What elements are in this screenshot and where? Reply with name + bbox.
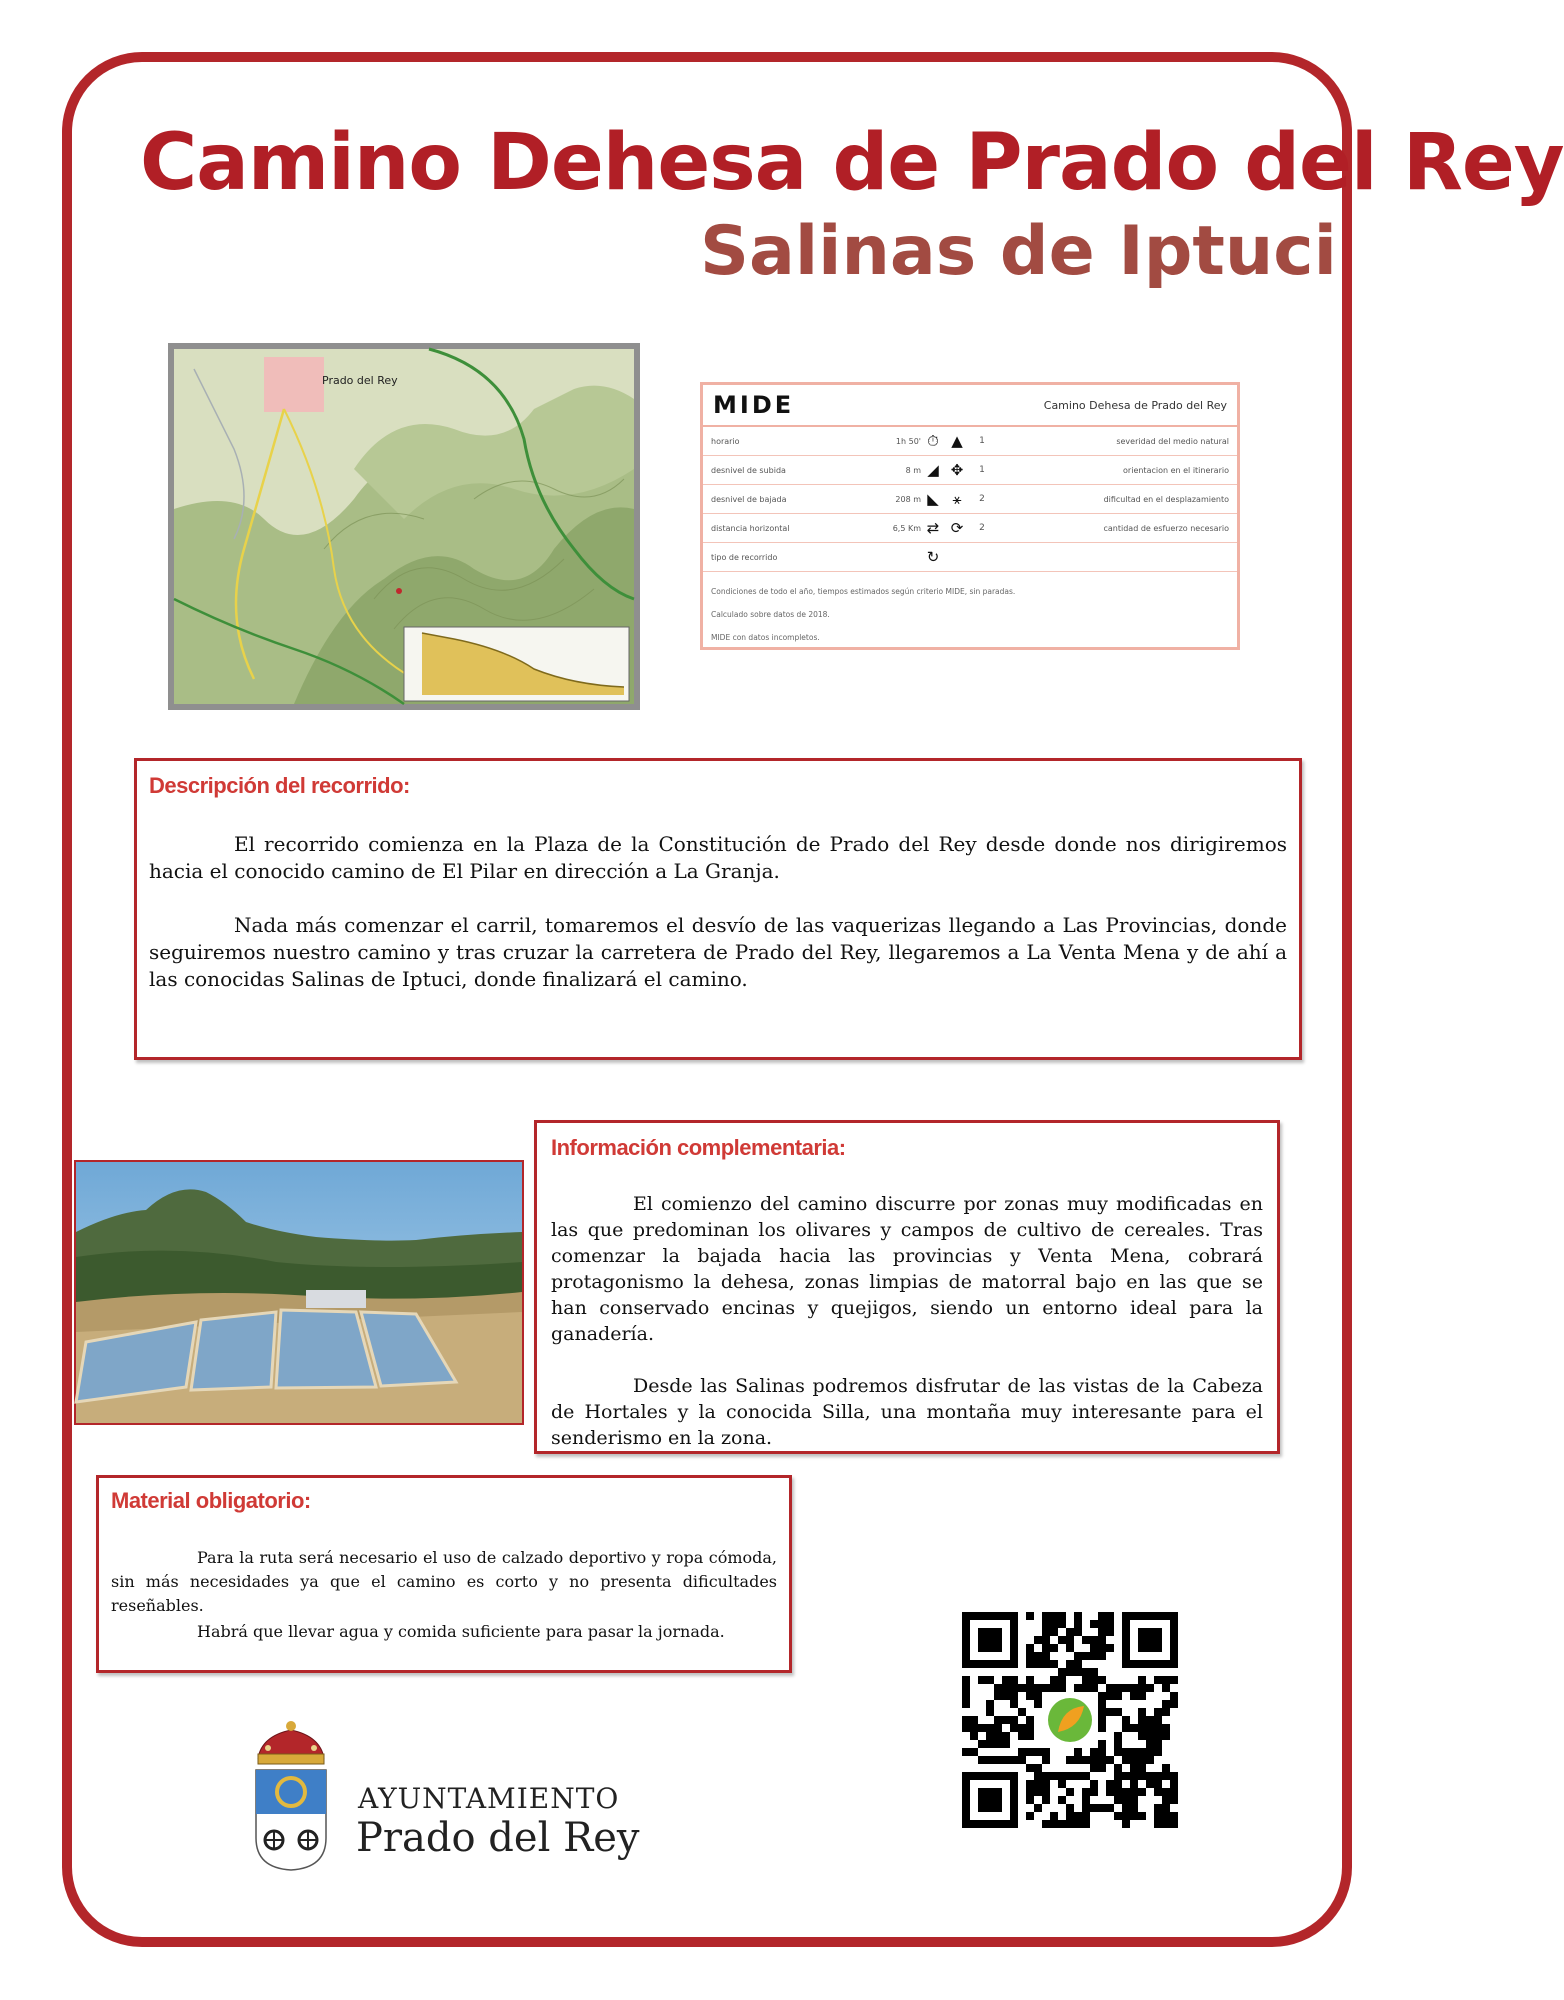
mide-panel (700, 382, 1240, 650)
description-heading: Descripción del recorrido: (149, 773, 410, 798)
map-town-label: Prado del Rey (322, 374, 398, 387)
mide-row-desc: dificultad en el desplazamiento (1103, 494, 1229, 504)
material-paragraph: Habrá que llevar agua y comida suficiente para pasar la jornada. (197, 1622, 725, 1641)
mide-route-type-label: tipo de recorrido (711, 552, 778, 562)
complementary-paragraph: Desde las Salinas podremos disfrutar de las vistas de la Cabeza de Hortales y la conocida Silla, una montaña muy interesante para el senderismo en la zona. (551, 1375, 1263, 1449)
mide-note: Calculado sobre datos de 2018. (711, 610, 830, 619)
mide-row (703, 427, 1237, 456)
mide-row (703, 485, 1237, 514)
mide-row-label: horario (711, 436, 740, 446)
salinas-photo (74, 1160, 524, 1425)
mide-row-value: 6,5 Km (892, 523, 921, 533)
qr-code[interactable] (962, 1612, 1178, 1828)
mide-row-desc: severidad del medio natural (1116, 436, 1229, 446)
description-box (134, 758, 1302, 1060)
ascent-icon: ◢ (927, 461, 939, 479)
orientation-icon: ✥ (950, 461, 964, 479)
mide-row-label: distancia horizontal (711, 523, 790, 533)
mide-row-score: 1 (979, 436, 985, 446)
route-map (168, 343, 640, 710)
mide-row-value: 208 m (895, 494, 921, 504)
mide-row-score: 2 (979, 494, 985, 504)
loop-route-icon: ↻ (926, 548, 940, 566)
material-heading: Material obligatorio: (111, 1488, 311, 1513)
mide-row-score: 1 (979, 465, 985, 475)
mide-row-label: desnivel de bajada (711, 494, 787, 504)
description-paragraph: El recorrido comienza en la Plaza de la Constitución de Prado del Rey desde donde nos dirigiremos hacia el conocido camino de El Pilar en dirección a La Granja. (149, 832, 1287, 883)
ayuntamiento-name: Prado del Rey (356, 1815, 640, 1861)
mide-notes (703, 572, 1237, 657)
material-paragraph: Para la ruta será necesario el uso de calzado deportivo y ropa cómoda, sin más necesidades ya que el camino es corto y no presenta dificultades reseñables. (111, 1548, 777, 1615)
boot-icon: ⚹ (952, 490, 962, 508)
ayuntamiento-label: AYUNTAMIENTO (358, 1782, 620, 1815)
complementary-heading: Información complementaria: (551, 1135, 846, 1160)
mide-row (703, 543, 1237, 572)
distance-icon: ⇄ (926, 519, 940, 537)
page-subtitle: Salinas de Iptuci (700, 212, 1337, 291)
complementary-paragraph: El comienzo del camino discurre por zonas muy modificadas en las que predominan los olivares y campos de cultivo de cereales. Tras comenzar la bajada hacia las provincias y Venta Mena, cobrará protagonismo la dehesa, zonas limpias de matorral bajo en las que se han conservado encinas y quejigos, siendo un entorno ideal para la ganadería. (551, 1193, 1263, 1345)
mide-logo: MIDE (713, 391, 795, 419)
mide-row (703, 514, 1237, 543)
clock-icon: ⏱ (927, 432, 939, 450)
mide-row-value: 1h 50' (895, 436, 921, 446)
description-paragraph: Nada más comenzar el carril, tomaremos el desvío de las vaquerizas llegando a Las Provincias, donde seguiremos nuestro camino y tras cruzar la carretera de Prado del Rey, llegaremos a La Venta Mena y de ahí a las conocidas Salinas de Iptuci, donde finalizará el camino. (149, 913, 1287, 991)
mide-row-score: 2 (979, 523, 985, 533)
mide-note: MIDE con datos incompletos. (711, 633, 820, 642)
effort-icon: ⟳ (950, 519, 964, 537)
coat-of-arms-icon (252, 1718, 330, 1872)
mide-header (703, 385, 1237, 427)
mide-row-value: 8 m (905, 465, 921, 475)
material-box (96, 1475, 792, 1673)
mide-row (703, 456, 1237, 485)
mide-route-name: Camino Dehesa de Prado del Rey (1043, 398, 1227, 412)
page-title: Camino Dehesa de Prado del Rey (140, 118, 1564, 208)
mide-note: Condiciones de todo el año, tiempos estimados según criterio MIDE, sin paradas. (711, 587, 1016, 596)
mide-row-desc: orientacion en el itinerario (1123, 465, 1229, 475)
mide-row-label: desnivel de subida (711, 465, 786, 475)
warning-icon: ▲ (951, 432, 963, 450)
mide-row-desc: cantidad de esfuerzo necesario (1103, 523, 1229, 533)
descent-icon: ◣ (927, 490, 939, 508)
complementary-box (534, 1120, 1280, 1454)
